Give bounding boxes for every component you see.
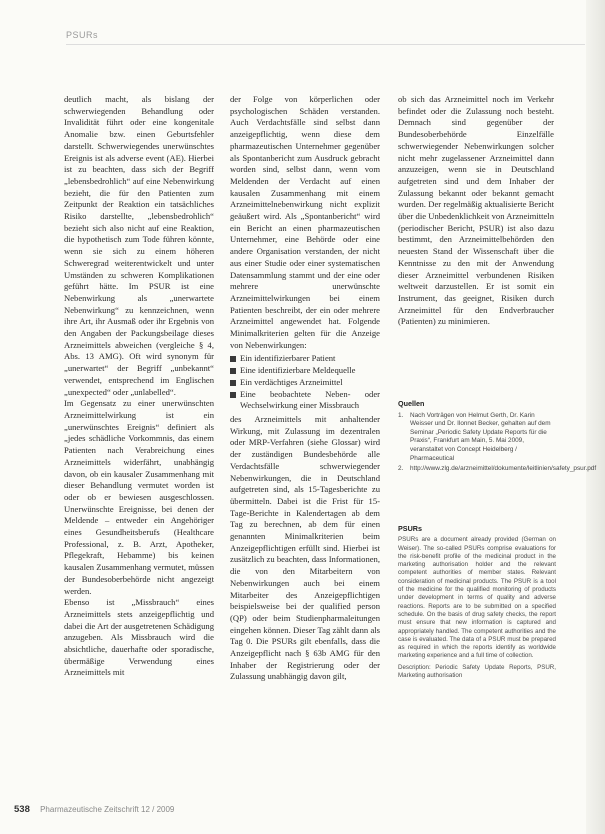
sources-box [398,399,597,476]
paragraph: des Arzneimittels mit anhaltender Wirkung, mit Zulassung im dezentralen oder MRP-Verfahren (siehe Glossar) wird der zuständigen Bundesbehörde alle Verdachtsfälle schwerwiegender Nebenwirkungen, die in Deutschland aufgetreten sind, als 15-Tagesberichte zu übermitteln. Dabei ist die Frist für 15-Tage-Berichte in Kalendertagen ab dem Tag zu berechnen, ab dem für einen genannten Minimalkriterien beim Anzeigepflichtigen erfüllt sind. Hierbei ist zusätzlich zu beachten, dass Informationen, die von den Mitarbeitern von Nebenwirkungen auch bei einem Mitarbeiter des Anzeigepflichtigen beispielsweise bei der qualified person (QP) oder beim Studienpharmaleitungen eingehen können. Dieser Tag zählt dann als Tag 0. Die PSURs gilt ebenfalls, dass die Anzeigepflicht nach § 63b AMG für den Inhaber der Registrierung oder der Zulassung unabhängig davon gilt, [230,413,380,682]
reference-item [398,465,597,474]
reference-number: 1. [398,411,404,419]
page-number: 538 [14,804,30,815]
reference-text: Nach Vorträgen von Helmut Gerth, Dr. Karin Weisser und Dr. Ilonnet Becker, gehalten auf dem Seminar „Periodic Safety Update Reports für die Praxis“, Frankfurt am Main, 5. Mai 2009, veranstaltet von Concept Heidelberg / Pharmaceutical [410,411,551,462]
paragraph: ob sich das Arzneimittel noch im Verkehr befindet oder die Zulassung noch besteht. Demnach sind gegenüber der Bundesoberbehörde Einzelfälle schwerwiegender Nebenwirkungen solcher nicht mehr zugelassener Arzneimittel dann anzuzeigen, wenn sie in Deutschland aufgetreten sind und dem Inhaber der Zulassung bekannt oder bekannt gemacht wurden. Der regelmäßig aktualisierte Bericht über die Unbedenklichkeit von Arzneimitteln (periodischer Bericht, PSUR) ist also dazu bestimmt, den Arzneimittelbehörden den neuesten Stand der Wissenschaft über die Kenntnisse zu den mit der Anwendung dieser Arzneimittel verbundenen Risiken weltweit darzustellen. Er ist somit ein Instrument, das geeignet, Risiken durch Arzneimittel für den Endverbraucher (Patienten) zu minimieren. [398,94,554,327]
text-column-2 [230,94,380,683]
abstract-title: PSURs [398,524,422,533]
reference-item [398,412,556,464]
english-abstract [398,525,556,683]
page-footer [14,804,174,815]
list-item: Ein verdächtiges Arzneimittel [230,377,380,389]
paragraph: Ebenso ist „Missbrauch“ eines Arzneimittels stets anzeigepflichtig und dabei die Art der ausgetretenen Schädigung anzugeben. Als Missbrauch wird die absichtliche, dauerhafte oder sporadische, übermäßige Verwendung eines Arzneimittels mit [64,597,214,678]
list-item: Eine beobachtete Neben- oder Wechselwirkung einer Missbrauch [230,389,380,412]
reference-list [398,411,597,474]
abstract-paragraph: PSURs are a document already provided (German on Weiser). The so-called PSURs comprise evaluations for the risk-benefit profile of the medicinal product in the marketing authorisation holder and the relevant competent authorities of member states. Relevant consideration of medicinal products. The PSUR is a tool of the medicine for the qualified monitoring of products under development in terms of quality and adverse reactions. Reports are to be submitted on a specified schedule. On the basis of drug safety checks, the report must ensure that new information is captured and appropriately handled. The competent authorities and the case is evaluated. The data of a PSUR must be prepared as required in which the reports identify as worldwide marketing experience and a full time of collection. [398,536,556,660]
list-item: Ein identifizierbarer Patient [230,353,380,365]
sources-title: Quellen [398,399,425,408]
criteria-list [230,353,380,412]
reference-number: 2. [398,465,404,473]
paragraph: Im Gegensatz zu einer unerwünschten Arzneimittelwirkung ist ein „unerwünschtes Ereignis“ definiert als „jedes schädliche Vorkommnis, das einem Patienten nach Verabreichung eines Arzneimittels widerfährt, unabhängig davon, ob ein kausaler Zusammenhang mit dieser Behandlung vermutet worden ist oder ob er bewiesen ausgeschlossen. Unerwünschte Ereignisse, bei denen der Meldende – entweder ein Angehöriger eines Gesundheitsberufs (Healthcare Professional, z. B. Arzt, Apotheker, Pflegekraft, Hebamme) bis keinen kausalen Zusammenhang vermutet, müssen der Bundesoberbehörde nicht angezeigt werden. [64,398,214,596]
header-rule [66,44,585,45]
text-column-1 [64,94,214,679]
paragraph: der Folge von körperlichen oder psychologischen Schäden verstanden. Auch Verdachtsfälle sind selbst dann anzeigepflichtig, wenn diese dem pharmazeutischen Unternehmer gegenüber als Spontanbericht zum Ausdruck gebracht worden sind, selbst dann, wenn vom Meldenden der Verdacht auf einen kausalen Zusammenhang mit einem Arzneimittelnebenwirkung nicht explizit geäußert wird. Als „Spontanbericht“ wird ein Bericht an einen pharmazeutischen Unternehmer, eine Behörde oder eine andere Organisation verstanden, der nicht aus einer Studie oder einer systematischen Datensammlung stammt und der eine oder mehrere unerwünschte Arzneimittelwirkungen bei einem Patienten beschreibt, der ein oder mehrere Arzneimittel angewendet hat. Folgende Minimalkriterien gelten für die Anzeige von Nebenwirkungen: [230,94,380,350]
reference-link[interactable]: http://www.zlg.de/arzneimittel/dokumente/leitlinien/safety_psur.pdf [410,465,597,473]
abstract-keywords: Description: Periodic Safety Update Reports, PSUR, Marketing authorisation [398,663,556,680]
text-column-3 [398,94,554,328]
page-gutter-shadow [586,0,605,834]
list-item: Eine identifizierbare Meldequelle [230,365,380,377]
paragraph: deutlich macht, als bislang der schwerwiegenden Behandlung oder Invalidität führt oder eine kongenitale Anomalie bzw. einen Geburtsfehler darstellt. Schwerwiegendes unerwünschtes Ereignis ist als adverse event (AE). Hierbei ist zu beachten, dass sich der Begriff „lebensbedrohlich“ auf eine Nebenwirkung bezieht, die für den Patienten zum Zeitpunkt der Reaktion ein tatsächliches Risiko darstellte, „lebensbedrohlich“ bezieht sich also nicht auf eine Reaktion, die hypothetisch zum Tode führen könnte, wenn sie sich zu einem höheren Schweregrad weiterentwickelt und unter Umständen zu schweren Komplikationen geführt hätte. Im PSUR ist eine Nebenwirkung als „unerwartete Nebenwirkung“ zu kennzeichnen, wenn ihre Art, ihr Ausmaß oder ihr Ergebnis von den Angaben der Packungsbeilage dieses Arzneimittels abweichen (vergleiche § 4, Abs. 13 AMG). Oft wird synonym für „unerwartet“ der Begriff „unbekannt“ verwendet, entsprechend im Englischen „unexpected“ oder „unlabelled“. [64,94,214,397]
journal-name: Pharmazeutische Zeitschrift 12 / 2009 [40,805,175,814]
running-header: PSURs [66,30,99,40]
